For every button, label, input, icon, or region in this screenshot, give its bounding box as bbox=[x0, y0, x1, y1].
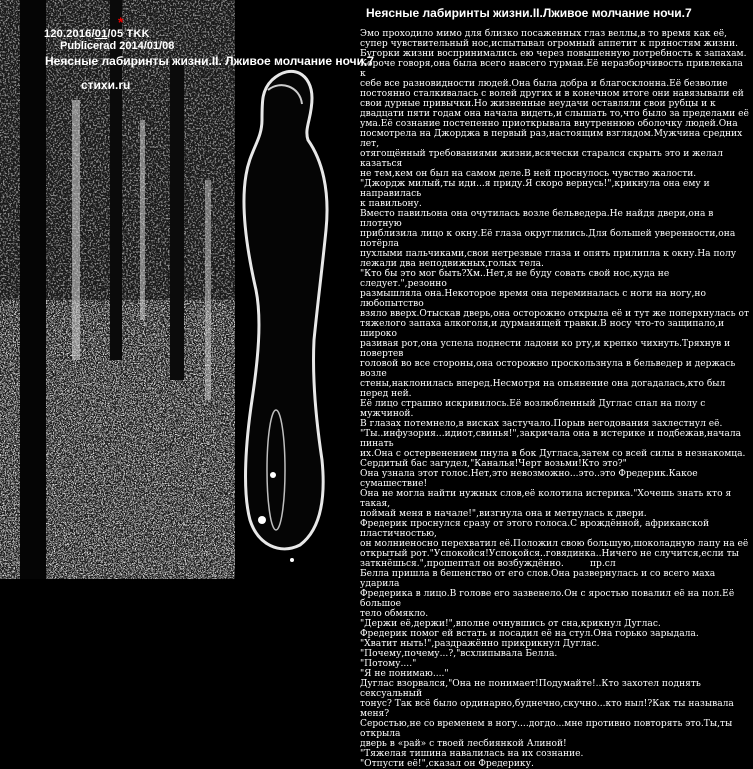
story-line: стены,наклонилась вперед.Несмотря на опьянение она догадалась,кто был перед ней. bbox=[360, 379, 726, 399]
story-line: тело обмякло. bbox=[360, 609, 429, 619]
story-line: "Тяжелая тишина навалилась на их сознание. bbox=[360, 749, 584, 759]
story-line: Дуглас взорвался,"Она не понимает!Подумайте!..Кто захотел поднять сексуальный bbox=[360, 679, 701, 699]
story-line: Короче говоря,она была всего навсего гурман.Её неразборчивость привлекала к bbox=[360, 59, 743, 79]
signature: пр.сл bbox=[590, 559, 616, 569]
story-line: Эмо проходило мимо для близко посаженных глаз веллы,в то время как её, bbox=[360, 29, 727, 39]
story-line: Фредерик помог ей встать и посадил её на стул.Она горько зарыдала. bbox=[360, 629, 699, 639]
story-line: постоянно сталкивалась с волей других и в конечном итоге они навязывали ей bbox=[360, 89, 744, 99]
story-line: В глазах потемнело,в висках застучало.Порыв негодования захлестнул её. bbox=[360, 419, 723, 429]
story-line: Она не могла найти нужных слов,её колотила истерика."Хочешь знать кто я такая, bbox=[360, 489, 732, 509]
story-line: "Ты..инфузория...идиот,свинья!",закричала она в истерике и подбежав,начала пинать bbox=[360, 429, 742, 449]
story-line: ума.Её сознание постепенно приоткрывала внутреннюю оболочку людей.Она bbox=[360, 119, 738, 129]
story-line: открытый рот."Успокойся!Успокойся..говядинка..Ничего не случится,если ты bbox=[360, 549, 739, 559]
story-line: он молниеносно перехватил её.Положил свою большую,шоколадную лапу на её bbox=[360, 539, 749, 549]
story-line: Фредерик проснулся сразу от этого голоса.С врождённой, африканской пластичностью, bbox=[360, 519, 710, 539]
story-line: "Джордж милый,ты иди...я приду.Я скоро вернусь!",крикнула она ему и направилась bbox=[360, 179, 710, 199]
story-line: Белла пришла в бешенство от его слов.Она развернулась и со всего маха ударила bbox=[360, 569, 716, 589]
story-line: тонус? Так всё было ординарно,буднечно,скучно...кто ныл!?Как ты называла меня? bbox=[360, 699, 734, 719]
story-line: Сердитый бас загудел,"Каналья!Черт возьми!Кто это?" bbox=[360, 459, 627, 469]
left-title: Неясные лабиринты жизни.II. Лживое молчание ночи.7 bbox=[45, 54, 375, 68]
story-line: разивая рот,она успела поднести ладони ко рту,и крепко чихнуть.Тряхнув и повертев bbox=[360, 339, 731, 359]
date-prefix: 120.2016/ bbox=[44, 28, 95, 40]
story-line: Серостью,не со временем в ногу....догдо...мне противно повторять это.Ты,ты открыла bbox=[360, 719, 733, 739]
date-author-line bbox=[44, 28, 150, 40]
story-line: свои дурные привычки.Но жизненные неудачи оставляли свои рубцы и к bbox=[360, 99, 716, 109]
story-line: супер чувствительный нос,испытывал огромный аппетит к пряностям жизни. bbox=[360, 39, 738, 49]
story-text bbox=[360, 29, 750, 769]
date-suffix: /05 bbox=[107, 28, 127, 40]
story-line: не тем,кем он был на самом деле.В ней проснулось чувство жалости. bbox=[360, 169, 697, 179]
story-line: "Отпусти её!",сказал он Фредерику. bbox=[360, 759, 534, 769]
story-line: поймай меня в начале!",визгнула она и метнулась к двери. bbox=[360, 509, 647, 519]
story-line: "Кто бы это мог быть?Хм..Нет,я не буду совать свой нос,куда не следует.",резонно bbox=[360, 269, 670, 289]
story-line: "Почему,почему...?,"всхлипывала Белла. bbox=[360, 649, 558, 659]
story-line: Она узнала этот голос.Нет,это невозможно...это..это Фредерик.Какое сумашествие! bbox=[360, 469, 698, 489]
story-line: Фредерика в лицо.В голове его зазвенело.Он с яростью повалил её на пол.Её большое bbox=[360, 589, 735, 609]
story-line: тяжелого запаха алкоголя,и дурманящей травки.В носу что-то защипало,и широко bbox=[360, 319, 725, 339]
author-name[interactable]: TKK bbox=[126, 28, 150, 40]
page-title: Неясные лабиринты жизни.II.Лживое молчание ночи.7 bbox=[366, 6, 692, 20]
story-line: к павильону. bbox=[360, 199, 422, 209]
story-line: "Я не понимаю...." bbox=[360, 669, 449, 679]
star-icon: * bbox=[118, 14, 124, 30]
story-line: посмотрела на Джорджа в первый раз,настоящим взглядом.Мужчина средних лет, bbox=[360, 129, 743, 149]
story-line: пухлыми пальчиками,свои нетрезвые глаза и опять прилипла к окну.На полу bbox=[360, 249, 737, 259]
story-line: "Хватит ныть!",раздражённо прикрикнул Дуглас. bbox=[360, 639, 600, 649]
story-line: Её лицо страшно искривилось.Её возлюбленный Дуглас спал на полу с мужчиной. bbox=[360, 399, 706, 419]
story-line: Вместо павильона она очутилась возле бельведера.Не найдя двери,она в плотную bbox=[360, 209, 714, 229]
story-line: двадцати пяти годам она начала видеть,и слышать то,что было за пределами её bbox=[360, 109, 749, 119]
published-date: Publicerad 2014/01/08 bbox=[60, 40, 175, 52]
date-month: 01 bbox=[94, 28, 108, 40]
story-line: размышляла она.Некоторое время она переминалась с ноги на ногу,но любопытство bbox=[360, 289, 706, 309]
story-line: головой во все стороны,она осторожно проскользнула в бельведер и держась возле bbox=[360, 359, 736, 379]
story-line: взяло вверх.Отыскав дверь,она осторожно открыла её и тут же поперхнулась от bbox=[360, 309, 749, 319]
site-name[interactable]: стихи.ru bbox=[81, 78, 131, 92]
story-line: дверь в «рай» с твоей лесбиянкой Алиной! bbox=[360, 739, 567, 749]
story-line: их.Она с остервенением пнула в бок Дугласа,затем со всей силы в незнакомца. bbox=[360, 449, 746, 459]
story-line: отягощённый требованиями жизни,всячески старался скрыть это и желал казаться bbox=[360, 149, 723, 169]
story-line: себе все разновидности людей.Она была добра и благосклонна.Её безволие bbox=[360, 79, 728, 89]
story-line: "Потому...." bbox=[360, 659, 417, 669]
story-line: Бугорки жизни воспринимались ею через повышенную потребность к запахам. bbox=[360, 49, 747, 59]
story-line: заткнёшься.",прошептал он возбуждённо. bbox=[360, 559, 564, 569]
story-line: лежали два неподвижных,голых тела. bbox=[360, 259, 544, 269]
story-line: "Держи её,держи!",вполне очнувшись от сна,крикнул Дуглас. bbox=[360, 619, 661, 629]
story-line: приблизила лицо к окну.Её глаза округлились.Для большей уверенности,она потёрла bbox=[360, 229, 736, 249]
